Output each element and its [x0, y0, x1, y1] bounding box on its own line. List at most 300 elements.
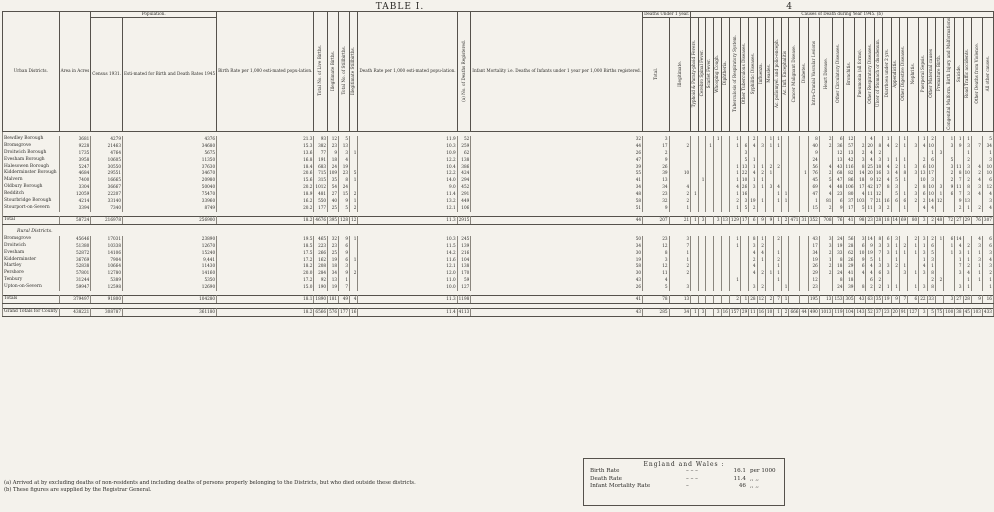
- table-cell: 11: [867, 204, 873, 210]
- table-cell: [789, 143, 800, 150]
- table-cell: [350, 243, 358, 250]
- table-cell: 153: [833, 296, 844, 304]
- table-cell: 16: [757, 308, 765, 316]
- table-cell: 1890: [314, 296, 328, 304]
- table-cell: [891, 205, 899, 212]
- table-cell: 39: [643, 170, 669, 177]
- table-cell: [955, 157, 963, 164]
- table-cell: 1: [765, 143, 773, 150]
- table-cell: [781, 164, 789, 171]
- table-cell: [706, 198, 714, 205]
- table-cell: [706, 236, 714, 243]
- table-cell: [899, 184, 907, 191]
- table-cell: 56: [844, 236, 855, 243]
- table-cell: 23: [643, 236, 669, 243]
- table-cell: 1: [891, 257, 899, 264]
- table-cell: 36667: [91, 184, 123, 191]
- table-cell: [350, 263, 358, 270]
- table-cell: 5: [982, 136, 993, 143]
- table-cell: 1: [729, 205, 740, 212]
- table-cell: 2: [944, 177, 955, 184]
- table-cell: 4: [963, 270, 971, 277]
- table-cell: 43: [833, 164, 844, 171]
- table-cell: [706, 308, 714, 316]
- table-cell: 3: [982, 157, 993, 164]
- table-cell: 2: [669, 143, 691, 150]
- table-cell: 1: [899, 177, 907, 184]
- table-cell: [721, 184, 729, 191]
- table-cell: 47: [833, 177, 844, 184]
- table-cell: 27: [955, 296, 963, 304]
- table-cell: 8: [927, 270, 935, 277]
- table-cell: [706, 177, 714, 184]
- table-cell: 1: [765, 270, 773, 277]
- table-cell: 33: [927, 296, 935, 304]
- table-cell: [781, 243, 789, 250]
- table-cell: [919, 277, 927, 284]
- table-cell: 23: [328, 243, 339, 250]
- table-cell: 13: [844, 150, 855, 157]
- table-cell: [800, 257, 808, 264]
- table-cell: 8: [855, 164, 866, 171]
- rate-row: [584, 476, 784, 484]
- table-cell: 26: [471, 284, 643, 291]
- table-cell: 29: [808, 270, 819, 277]
- table-cell: 3: [919, 270, 927, 277]
- table-cell: [855, 277, 866, 284]
- table-cell: 11.4: [358, 191, 457, 198]
- district-name: Stourport-on-Severn: [3, 205, 60, 212]
- table-cell: 465: [314, 236, 328, 243]
- table-cell: 11: [956, 163, 962, 169]
- table-cell: 5: [339, 136, 350, 143]
- table-cell: 2: [963, 263, 971, 270]
- table-cell: 2: [883, 205, 891, 212]
- table-cell: [713, 243, 721, 250]
- table-cell: 2: [891, 143, 899, 150]
- table-cell: 2: [643, 150, 669, 157]
- table-cell: 1: [908, 250, 919, 257]
- table-cell: 9: [866, 177, 874, 184]
- table-cell: 43: [808, 236, 819, 243]
- table-cell: 4: [971, 177, 982, 184]
- table-cell: 3: [935, 150, 943, 157]
- table-cell: [781, 143, 789, 150]
- table-cell: 30550: [91, 164, 123, 171]
- table-cell: [819, 277, 833, 284]
- table-cell: [789, 296, 800, 304]
- district-name: Martley: [3, 263, 60, 270]
- table-cell: 3: [669, 236, 691, 243]
- table-cell: [963, 236, 971, 243]
- table-cell: 18.5: [217, 243, 314, 250]
- table-cell: 1013: [819, 308, 833, 316]
- table-cell: 48: [833, 184, 844, 191]
- table-cell: 1: [982, 150, 993, 157]
- table-cell: 3: [982, 198, 993, 205]
- table-cell: 24: [833, 284, 844, 291]
- table-cell: 7: [955, 177, 963, 184]
- table-row: [3, 205, 994, 212]
- table-cell: 9: [328, 150, 339, 157]
- table-cell: [781, 150, 789, 157]
- header-cause: Syphilitic Diseases.: [749, 17, 757, 131]
- table-cell: [721, 136, 729, 143]
- table-cell: [800, 150, 808, 157]
- table-cell: 9: [765, 216, 773, 224]
- table-cell: 26: [741, 184, 748, 190]
- table-cell: 6: [944, 236, 955, 243]
- table-cell: 2: [669, 191, 691, 198]
- table-cell: 50: [471, 236, 643, 243]
- table-cell: 3: [971, 257, 982, 264]
- page-title: TABLE I.: [375, 2, 425, 12]
- table-cell: [698, 205, 706, 212]
- table-cell: 2: [935, 277, 943, 284]
- table-cell: 6: [749, 216, 757, 224]
- table-cell: 6: [883, 236, 891, 243]
- table-cell: 2: [765, 296, 773, 304]
- table-cell: 9: [833, 205, 844, 212]
- table-cell: 1: [927, 263, 935, 270]
- table-cell: 10: [855, 250, 866, 257]
- table-cell: [740, 263, 748, 270]
- table-cell: 1: [963, 257, 971, 264]
- table-cell: 3: [899, 270, 907, 277]
- table-cell: [800, 184, 808, 191]
- table-cell: 22207: [91, 191, 123, 198]
- table-cell: 12598: [91, 284, 123, 291]
- table-cell: 7: [339, 284, 350, 291]
- footnote-a: (a) Arrived at by excluding deaths of non-residents and including deaths of persons properly belonging to the Districts, but who died outside these districts.: [4, 480, 416, 486]
- table-cell: [706, 184, 714, 191]
- table-cell: 3: [740, 198, 748, 205]
- table-cell: [691, 296, 699, 304]
- table-cell: 7: [669, 243, 691, 250]
- table-cell: [765, 243, 773, 250]
- table-cell: 18.2: [217, 308, 314, 316]
- table-cell: 1: [729, 177, 740, 184]
- table-cell: 8: [955, 170, 963, 177]
- table-cell: [698, 157, 706, 164]
- table-cell: [691, 236, 699, 243]
- table-cell: 25: [867, 163, 873, 169]
- table-cell: 12670: [123, 243, 217, 250]
- table-cell: [789, 170, 800, 177]
- table-cell: [789, 257, 800, 264]
- table-cell: [908, 157, 919, 164]
- table-cell: 12: [936, 198, 943, 204]
- table-cell: 16: [875, 170, 882, 176]
- header-cause: Other Respiratory Diseases.: [866, 17, 874, 131]
- table-cell: 4279: [91, 136, 123, 143]
- table-cell: [713, 157, 721, 164]
- table-cell: 17.2: [217, 257, 314, 264]
- table-cell: 1: [729, 164, 740, 171]
- table-cell: 4: [749, 270, 757, 277]
- table-cell: 11.5: [358, 243, 457, 250]
- table-cell: 4: [955, 243, 963, 250]
- table-cell: 4: [919, 143, 927, 150]
- table-cell: [691, 170, 699, 177]
- table-cell: 10664: [91, 263, 123, 270]
- table-cell: 12780: [91, 270, 123, 277]
- table-cell: 3: [927, 257, 935, 264]
- table-cell: 26: [844, 257, 855, 264]
- table-cell: 4: [971, 236, 982, 243]
- header-urban-districts: Urban Districts.: [3, 12, 60, 132]
- table-cell: 75470: [123, 191, 217, 198]
- table-cell: 12: [328, 136, 339, 143]
- table-cell: 7: [955, 263, 963, 270]
- table-cell: 138: [457, 263, 471, 270]
- header-deaths-under-1: Deaths Under 1 year.: [644, 11, 690, 16]
- table-cell: [749, 277, 757, 284]
- district-name: Oldbury Borough: [3, 184, 60, 191]
- england-wales-rates-box: [583, 458, 785, 506]
- table-cell: 55: [471, 170, 643, 177]
- rate-row: [584, 483, 784, 491]
- table-cell: 2: [749, 136, 757, 143]
- table-cell: [800, 205, 808, 212]
- table-cell: 4: [749, 170, 757, 177]
- table-cell: [935, 164, 943, 171]
- table-cell: 19: [883, 296, 891, 304]
- table-cell: 39: [471, 164, 643, 171]
- district-name: Bromsgrove: [3, 236, 60, 243]
- table-cell: 6: [339, 257, 350, 264]
- table-cell: 4: [774, 184, 782, 191]
- district-name: Kidderminster: [3, 257, 60, 264]
- table-cell: 3: [698, 216, 706, 224]
- table-cell: 3: [698, 308, 706, 316]
- table-row: [3, 164, 994, 171]
- table-cell: 76: [971, 216, 982, 224]
- table-cell: 30: [471, 250, 643, 257]
- table-cell: [713, 284, 721, 291]
- table-cell: [891, 277, 899, 284]
- table-row: [3, 157, 994, 164]
- table-cell: 2: [819, 170, 833, 177]
- table-cell: 14160: [123, 270, 217, 277]
- table-cell: [706, 136, 714, 143]
- table-cell: [721, 198, 729, 205]
- table-cell: [935, 263, 943, 270]
- table-cell: [749, 191, 757, 198]
- table-cell: 1: [899, 205, 907, 212]
- table-cell: [781, 177, 789, 184]
- table-cell: 11350: [123, 157, 217, 164]
- table-cell: [729, 250, 740, 257]
- table-cell: 18: [855, 177, 866, 184]
- table-cell: [899, 277, 907, 284]
- table-cell: 35: [328, 177, 339, 184]
- table-cell: 23: [833, 191, 844, 198]
- table-cell: 4: [643, 277, 669, 284]
- table-cell: [757, 263, 765, 270]
- table-cell: [729, 270, 740, 277]
- table-cell: [774, 284, 782, 291]
- table-cell: 3: [874, 263, 882, 270]
- table-cell: 2: [866, 284, 874, 291]
- table-cell: 69: [808, 184, 819, 191]
- table-cell: 80: [844, 191, 855, 198]
- table-cell: 5: [740, 205, 748, 212]
- table-cell: [706, 296, 714, 304]
- table-cell: 1: [729, 143, 740, 150]
- table-cell: 16.8: [217, 157, 314, 164]
- header-area: Area in Acres: [59, 12, 91, 132]
- table-cell: 2: [963, 243, 971, 250]
- table-row: [3, 284, 994, 291]
- header-cause: Diarrhoea under 2 yrs.: [883, 17, 891, 131]
- table-cell: 1: [706, 143, 714, 150]
- table-cell: 1: [908, 243, 919, 250]
- table-cell: 13.6: [217, 150, 314, 157]
- table-cell: [757, 157, 765, 164]
- table-cell: 379497: [59, 296, 91, 304]
- table-cell: 18: [844, 277, 855, 284]
- table-cell: 2: [874, 150, 882, 157]
- table-cell: 37: [844, 198, 855, 205]
- table-cell: 34: [471, 184, 643, 191]
- table-cell: 12059: [59, 191, 91, 198]
- table-cell: 3: [963, 164, 971, 171]
- table-cell: 11: [643, 270, 669, 277]
- table-cell: [800, 191, 808, 198]
- table-cell: 52838: [59, 263, 91, 270]
- table-cell: 1: [883, 284, 891, 291]
- table-cell: [789, 284, 800, 291]
- table-cell: 91: [899, 308, 907, 316]
- table-cell: 3: [339, 263, 350, 270]
- table-cell: [944, 263, 955, 270]
- table-cell: 3: [819, 243, 833, 250]
- table-cell: [781, 277, 789, 284]
- table-cell: 3: [883, 263, 891, 270]
- table-cell: [935, 136, 943, 143]
- table-cell: 2: [781, 216, 789, 224]
- table-cell: [899, 284, 907, 291]
- table-cell: 116: [845, 163, 854, 169]
- table-cell: 3: [919, 216, 927, 224]
- table-cell: 8: [919, 184, 927, 191]
- table-cell: 13: [920, 170, 926, 176]
- table-cell: [691, 205, 699, 212]
- table-cell: 9: [339, 236, 350, 243]
- table-cell: 10: [920, 177, 926, 183]
- table-cell: 2: [819, 143, 833, 150]
- rate-value: 11.4: [733, 475, 746, 482]
- header-census: Census 1931.: [91, 17, 123, 131]
- table-cell: 33: [833, 250, 844, 257]
- table-cell: 43: [471, 277, 643, 284]
- table-cell: 3: [643, 257, 669, 264]
- table-cell: 1: [774, 308, 782, 316]
- table-cell: [781, 136, 789, 143]
- table-cell: 12.1: [358, 263, 457, 270]
- table-cell: [789, 263, 800, 270]
- table-cell: 3: [919, 250, 927, 257]
- table-cell: 3: [919, 284, 927, 291]
- table-cell: 3: [982, 263, 993, 270]
- table-cell: [691, 143, 699, 150]
- table-cell: 4: [866, 263, 874, 270]
- table-cell: 13: [339, 143, 350, 150]
- table-cell: 2: [891, 263, 899, 270]
- header-cause: Cerebro Spinal Fever.: [698, 17, 706, 131]
- table-cell: [781, 257, 789, 264]
- table-cell: [781, 270, 789, 277]
- table-cell: 1: [899, 191, 907, 198]
- table-cell: 1: [971, 263, 982, 270]
- table-cell: 143: [855, 308, 866, 316]
- header-causes: Causes of Death during Year 1945. (b): [691, 12, 994, 18]
- table-cell: 10.3: [358, 143, 457, 150]
- table-cell: 44: [800, 308, 808, 316]
- table-cell: 18.2: [217, 216, 314, 224]
- table-cell: 8: [643, 250, 669, 257]
- table-cell: [971, 150, 982, 157]
- table-cell: 4764: [91, 150, 123, 157]
- table-cell: 27: [328, 191, 339, 198]
- table-cell: 2: [781, 308, 789, 316]
- table-cell: [908, 205, 919, 212]
- table-cell: [971, 136, 982, 143]
- table-cell: [698, 164, 706, 171]
- table-cell: 9: [944, 184, 955, 191]
- table-cell: [698, 296, 706, 304]
- table-cell: 449: [457, 198, 471, 205]
- table-cell: 82: [844, 170, 855, 177]
- table-cell: 5389: [91, 277, 123, 284]
- table-cell: 2: [891, 164, 899, 171]
- table-cell: [819, 284, 833, 291]
- table-cell: [944, 205, 955, 212]
- table-cell: 1: [350, 236, 358, 243]
- table-cell: 3: [891, 236, 899, 243]
- table-cell: 382: [314, 143, 328, 150]
- table-cell: 12: [808, 277, 819, 284]
- table-cell: 104: [457, 257, 471, 264]
- table-cell: [789, 191, 800, 198]
- table-cell: 4113: [457, 308, 471, 316]
- table-cell: [691, 136, 699, 143]
- header-infant-mortality: Infant Mortality i.e. Deaths of Infants under 1 year per 1,000 Births registered.: [471, 12, 643, 132]
- table-cell: 127: [457, 284, 471, 291]
- table-cell: 10: [964, 170, 970, 176]
- table-cell: 1: [944, 250, 955, 257]
- table-cell: [698, 191, 706, 198]
- header-cause: Cancer Malignant Disease.: [789, 17, 800, 131]
- table-cell: 3: [891, 184, 899, 191]
- table-cell: 3: [643, 136, 669, 143]
- table-cell: 5: [643, 284, 669, 291]
- table-cell: [819, 157, 833, 164]
- header-cause: Measles.: [765, 17, 773, 131]
- table-cell: 28: [844, 243, 855, 250]
- header-birth-rate: Birth Rate per 1,000 esti-mated popu-lation.: [217, 12, 314, 132]
- table-cell: 44: [471, 216, 643, 224]
- page-number: 4: [786, 2, 792, 12]
- table-cell: 14106: [91, 250, 123, 257]
- header-estimated: Esti-mated for Birth and Death Rates 1945: [123, 17, 217, 131]
- table-cell: [935, 284, 943, 291]
- table-cell: 7: [955, 191, 963, 198]
- table-cell: 18.4: [217, 164, 314, 171]
- table-cell: [721, 270, 729, 277]
- table-cell: 6: [919, 191, 927, 198]
